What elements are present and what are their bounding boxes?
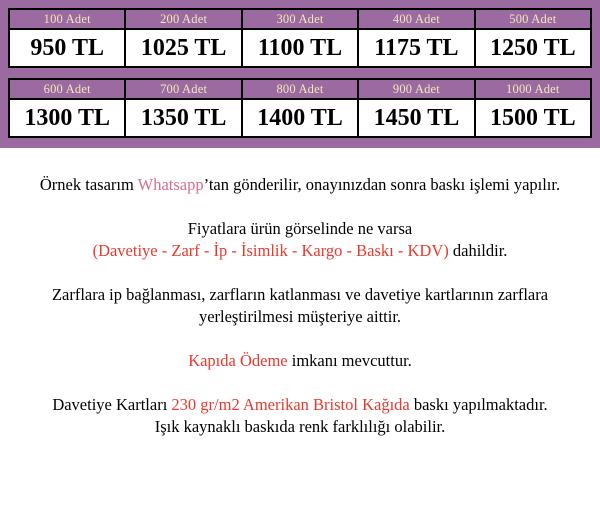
note-text: dahildir. [448,241,508,260]
price-value: 950 TL [10,30,124,66]
cash-on-delivery-highlight: Kapıda Ödeme [188,351,288,370]
note-text: baskı yapılmaktadır. [409,395,548,414]
note-text: Örnek tasarım [39,175,138,194]
quantity-label: 400 Adet [359,10,473,30]
pricing-cell [359,80,475,136]
note-text: yerleştirilmesi müşteriye aittir. [198,307,402,326]
note-text: imkanı mevcuttur. [287,351,412,370]
note-payment [12,350,588,372]
quantity-label: 600 Adet [10,80,124,100]
pricing-cell [476,80,590,136]
note-text: Fiyatlara ürün görselinde ne varsa [187,219,413,238]
quantity-label: 900 Adet [359,80,473,100]
quantity-label: 1000 Adet [476,80,590,100]
note-text: Davetiye Kartları [52,395,172,414]
price-value: 1175 TL [359,30,473,66]
pricing-cell [243,80,359,136]
pricing-row [8,78,592,138]
note-included [12,218,588,262]
pricing-cell [10,80,126,136]
pricing-cell [126,80,242,136]
quantity-label: 300 Adet [243,10,357,30]
quantity-label: 200 Adet [126,10,240,30]
notes-section [0,148,600,438]
price-value: 1300 TL [10,100,124,136]
price-value: 1400 TL [243,100,357,136]
note-text: Işık kaynaklı baskıda renk farklılığı olabilir. [154,417,446,436]
quantity-label: 500 Adet [476,10,590,30]
pricing-cell [126,10,242,66]
price-value: 1450 TL [359,100,473,136]
pricing-cell [243,10,359,66]
price-value: 1350 TL [126,100,240,136]
note-line [12,240,588,262]
price-value: 1250 TL [476,30,590,66]
price-value: 1025 TL [126,30,240,66]
pricing-table [0,0,600,148]
price-value: 1500 TL [476,100,590,136]
note-sample-design [12,174,588,196]
note-customer-duty [12,284,588,328]
quantity-label: 100 Adet [10,10,124,30]
whatsapp-highlight: Whatsapp [137,175,204,194]
paper-type-highlight: 230 gr/m2 Amerikan Bristol Kağıda [171,395,410,414]
note-paper [12,394,588,438]
note-line [12,394,588,416]
quantity-label: 800 Adet [243,80,357,100]
quantity-label: 700 Adet [126,80,240,100]
pricing-cell [476,10,590,66]
pricing-row [8,8,592,68]
pricing-cell [10,10,126,66]
note-text: ’tan gönderilir, onayınızdan sonra baskı işlemi yapılır. [203,175,561,194]
note-text: Zarflara ip bağlanması, zarfların katlanması ve davetiye kartlarının zarflara [51,285,549,304]
pricing-cell [359,10,475,66]
included-items: (Davetiye - Zarf - İp - İsimlik - Kargo - Baskı - KDV) [92,241,449,260]
price-value: 1100 TL [243,30,357,66]
